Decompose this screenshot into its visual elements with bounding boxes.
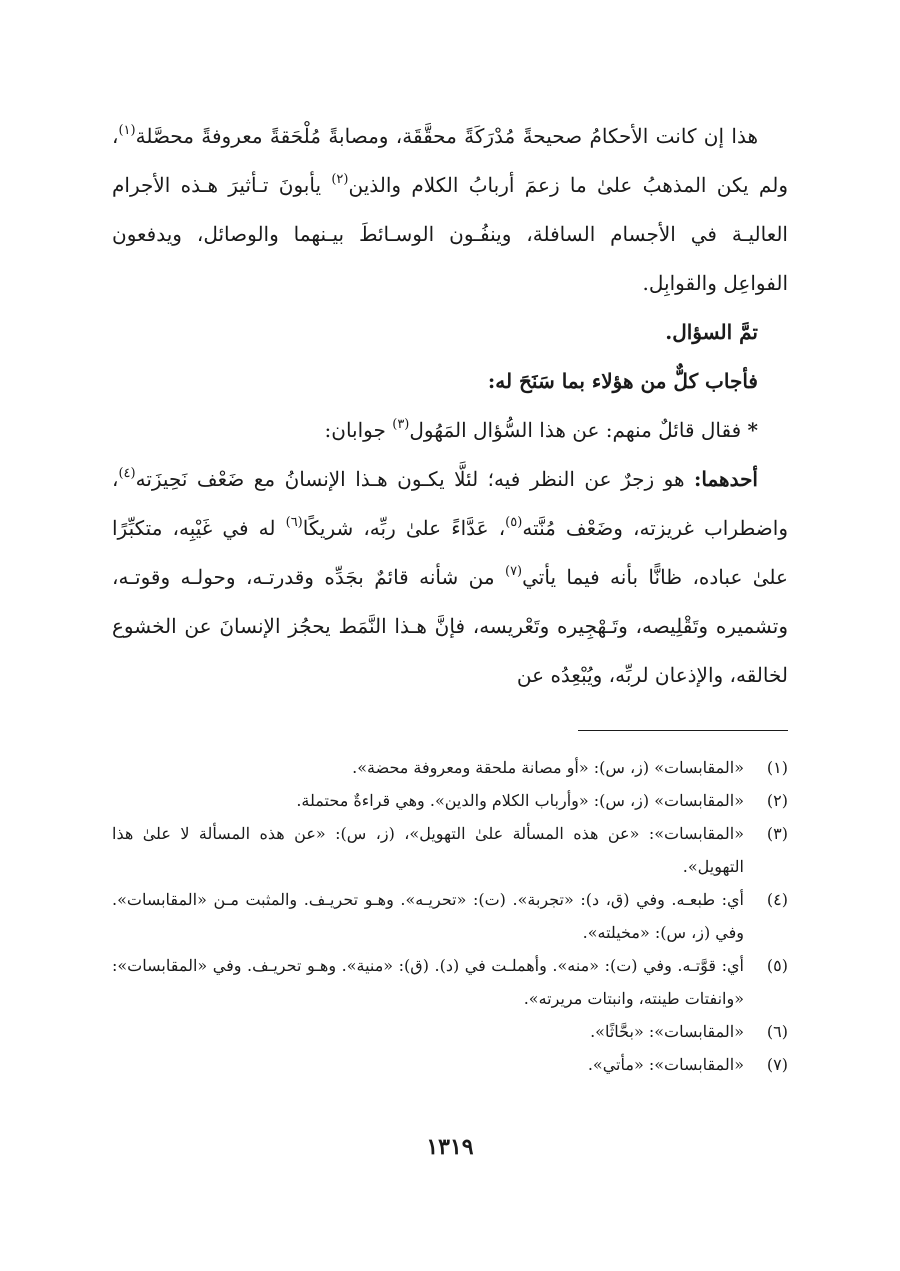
footnote-ref-3[interactable]: (٣) (392, 417, 410, 432)
text-run: تمَّ السؤال. (665, 320, 758, 344)
text-run: فأجاب كلٌّ من هؤلاء بما سَنَحَ له: (487, 369, 758, 393)
footnote-7 (112, 1048, 788, 1081)
footnote-text: أي: طبعـه. وفي (ق، د): «تجربة». (ت): «تحريـه». وهـو تحريـف. والمثبت مـن «المقابسات». وفي (ز، س): «مخيلته». (112, 890, 744, 942)
paragraph-4 (112, 406, 788, 455)
text-run: هو زجرٌ عن النظر فيه؛ لئلَّا يكـون هـذا الإنسانُ مع ضَعْف نَحِيزَته (135, 467, 694, 491)
footnote-6 (112, 1015, 788, 1048)
footnote-number: (٣) (766, 824, 788, 843)
main-text (112, 112, 788, 700)
footnote-3 (112, 817, 788, 883)
footnote-2 (112, 784, 788, 817)
paragraph-5 (112, 455, 788, 700)
page-content (112, 112, 788, 1081)
text-run: هذا إن كانت الأحكامُ صحيحةً مُدْرَكَةً محقَّقَة، ومصابةً مُلْحَقةً معروفةً محصَّلة (135, 124, 758, 148)
footnote-text: «المقابسات» (ز، س): «أو مصانة ملحقة ومعروفة محضة». (352, 758, 744, 777)
paragraph-3 (112, 357, 788, 406)
footnote-number: (٧) (766, 1055, 788, 1074)
paragraph-2 (112, 308, 788, 357)
footnote-ref-1[interactable]: (١) (118, 123, 136, 138)
footnote-text: «المقابسات» (ز، س): «وأرباب الكلام والدين». وهي قراءةٌ محتملة. (296, 791, 744, 810)
footnote-number: (٥) (766, 956, 788, 975)
text-run: يأبونَ تـأثيرَ هـذه الأجرام العاليـة في الأجسام السافلة، وينفُـون الوسـائطَ بيـنهما والوصائل، ويدفعون الفواعِل والقوابِل. (112, 173, 788, 295)
footnote-text: أي: قوَّتـه. وفي (ت): «منه». وأهملـت في (د). (ق): «منية». وهـو تحريـف. وفي «المقابسات»: «وانفتات طينته، وانبتات مريرته». (112, 956, 744, 1008)
page-number: ١٣١٩ (426, 1134, 474, 1160)
asterisk-marker: * (747, 418, 758, 442)
text-run: ، ولم يكن المذهبُ علىٰ ما زعمَ أربابُ الكلام والذين (112, 124, 788, 197)
footnote-text: «المقابسات»: «عن هذه المسألة علىٰ التهويل»، (ز، س): «عن هذه المسألة لا علىٰ هذا التهويل». (112, 824, 744, 876)
footnote-number: (٢) (766, 791, 788, 810)
footnote-ref-7[interactable]: (٧) (504, 564, 523, 579)
footnote-ref-6[interactable]: (٦) (285, 515, 303, 530)
footnote-number: (٤) (766, 890, 788, 909)
paragraph-1 (112, 112, 788, 308)
lead-word: أحدهما: (693, 467, 758, 491)
footnote-4 (112, 883, 788, 949)
text-run: فقال قائلٌ منهم: عن هذا السُّؤال المَهُول (409, 418, 748, 442)
footnotes (112, 751, 788, 1081)
text-run: جوابان: (324, 418, 393, 442)
text-run: ، واضطراب غريزته، وضَعْف مُنَّته (112, 467, 789, 540)
footnote-number: (١) (766, 758, 788, 777)
footnote-ref-5[interactable]: (٥) (505, 515, 523, 530)
text-run: من شأنه قائمٌ بجَدِّه وقدرتـه، وحولـه وقوتـه، وتشميره وتَقْلِيصه، وتَـهْجِيره وتَعْريسه، فإنَّ هـذا النَّمَط يحجُز الإنسانَ عن الخشوع لخالقه، والإذعان لربِّه، ويُبْعِدُه عن (112, 565, 788, 687)
footnote-text: «المقابسات»: «مأتي». (587, 1055, 744, 1074)
footnote-ref-4[interactable]: (٤) (118, 466, 136, 481)
footnote-text: «المقابسات»: «بحَّاثًا». (590, 1022, 744, 1041)
footnote-ref-2[interactable]: (٢) (331, 172, 349, 187)
footnote-1 (112, 751, 788, 784)
text-run: ، عَدَّاءً علىٰ ربِّه، شريكًا (302, 516, 506, 540)
footnote-number: (٦) (766, 1022, 788, 1041)
text-run: له في غَيْبِه، متكبِّرًا علىٰ عباده، ظانًّا بأنه فيما يأتي (112, 516, 788, 589)
footnote-separator (578, 730, 788, 731)
footnote-5 (112, 949, 788, 1015)
